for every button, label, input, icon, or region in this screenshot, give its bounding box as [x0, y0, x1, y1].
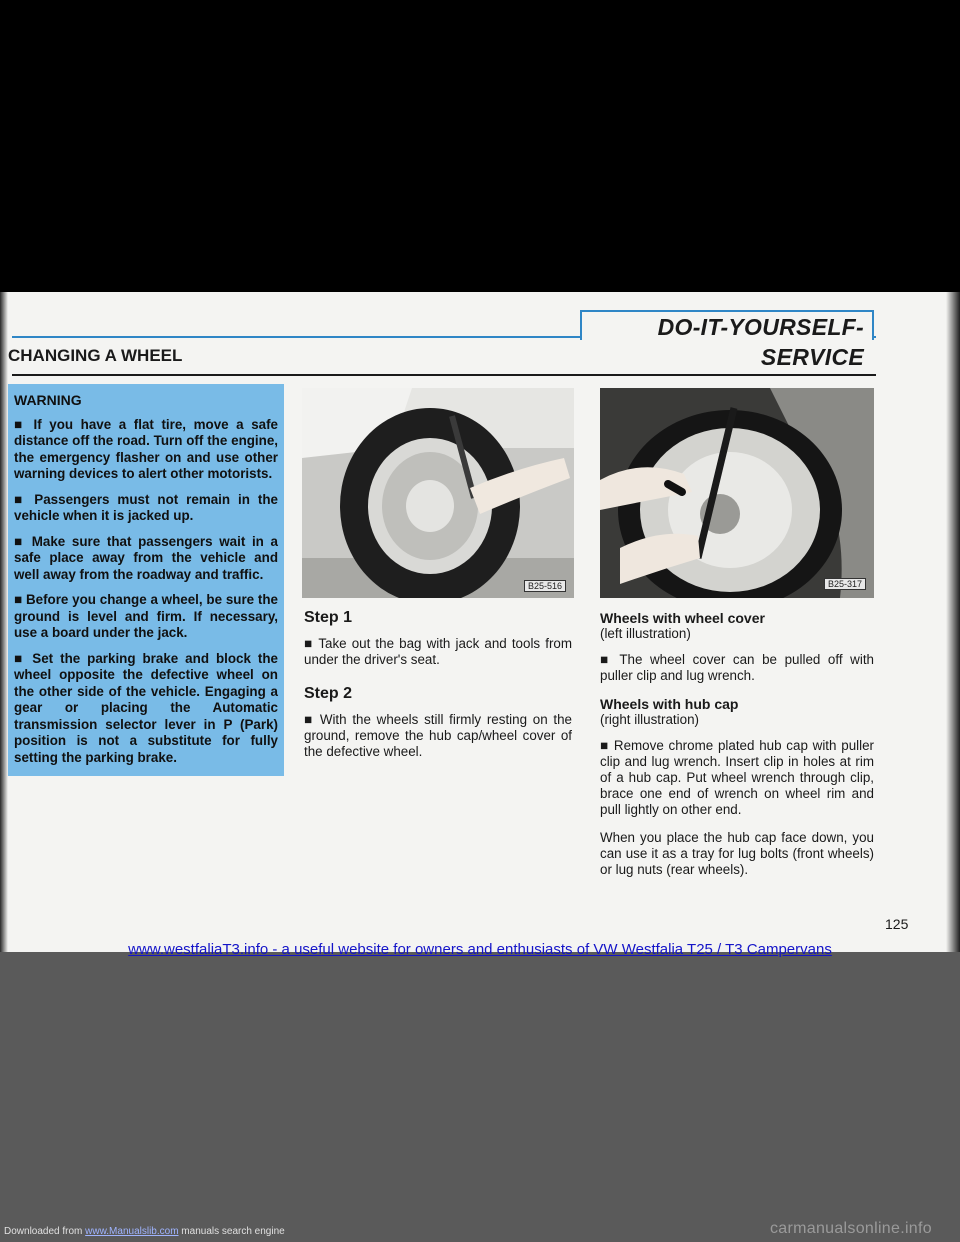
- scan-top-border: [0, 0, 960, 292]
- page-number: 125: [885, 916, 909, 932]
- step1-text: ■ Take out the bag with jack and tools from under the driver's seat.: [304, 636, 572, 667]
- warning-item: ■ Before you change a wheel, be sure the ground is level and firm. If necessary, use a board under the jack.: [14, 592, 278, 640]
- heading-rule: [12, 374, 876, 376]
- wheel-cover-subtitle: (left illustration): [600, 626, 691, 641]
- hub-cap-photo: [600, 388, 874, 598]
- wheel-cover-text: ■ The wheel cover can be pulled off with puller clip and lug wrench.: [600, 652, 874, 683]
- instructions-middle-column: [304, 610, 572, 772]
- download-prefix: Downloaded from: [4, 1226, 86, 1237]
- warning-item: ■ Passengers must not remain in the vehicle when it is jacked up.: [14, 491, 278, 523]
- hub-cap-subtitle: (right illustration): [600, 712, 699, 727]
- scan-bottom-border: [0, 952, 960, 1242]
- page-right-shadow: [946, 292, 960, 952]
- photo-label-right: B25-317: [824, 578, 866, 590]
- warning-title: WARNING: [14, 392, 82, 408]
- tray-text: When you place the hub cap face down, you can use it as a tray for lug bolts (front wheels) or lug nuts (rear wheels).: [600, 830, 874, 877]
- section-title: DO-IT-YOURSELF-SERVICE: [580, 310, 874, 340]
- step2-title: Step 2: [304, 685, 353, 702]
- watermark: carmanualsonline.info: [770, 1220, 932, 1237]
- warning-item: ■ Set the parking brake and block the wheel opposite the defective wheel on the other side of the vehicle. Engaging a gear or placing the Automatic transmission selector lever in P (Park) position is not a substitute for fully setting the parking brake.: [14, 650, 278, 765]
- hub-cap-text: ■ Remove chrome plated hub cap with puller clip and lug wrench. Insert clip in holes at rim of a hub cap. Put wheel wrench through clip, brace one end of wrench on wheel rim and pull lightly on other end.: [600, 738, 874, 817]
- step1-title: Step 1: [304, 609, 353, 626]
- instructions-right-column: [600, 610, 874, 890]
- manualslib-link[interactable]: www.Manualslib.com: [85, 1226, 179, 1237]
- page-heading: CHANGING A WHEEL: [8, 346, 183, 365]
- download-note: [4, 1226, 285, 1237]
- page-left-shadow: [0, 292, 8, 952]
- wheel-cover-title: Wheels with wheel cover: [600, 610, 765, 626]
- footer-website-link[interactable]: www.westfaliaT3.info - a useful website for owners and enthusiasts of VW Westfalia T25 / T3 Campervans: [128, 941, 832, 958]
- step2-text: ■ With the wheels still firmly resting on the ground, remove the hub cap/wheel cover of the defective wheel.: [304, 712, 572, 759]
- warning-box: [8, 384, 284, 776]
- wheel-cover-photo: [302, 388, 574, 598]
- download-suffix: manuals search engine: [178, 1226, 285, 1237]
- hub-cap-title: Wheels with hub cap: [600, 696, 739, 712]
- warning-item: ■ If you have a flat tire, move a safe distance off the road. Turn off the engine, the emergency flasher on and use other warning devices to alert other motorists.: [14, 416, 278, 481]
- wheel-cover-illustration: [302, 388, 574, 598]
- hub-cap-illustration: [600, 388, 874, 598]
- photo-label-left: B25-516: [524, 580, 566, 592]
- warning-item: ■ Make sure that passengers wait in a safe place away from the vehicle and well away from the roadway and traffic.: [14, 533, 278, 582]
